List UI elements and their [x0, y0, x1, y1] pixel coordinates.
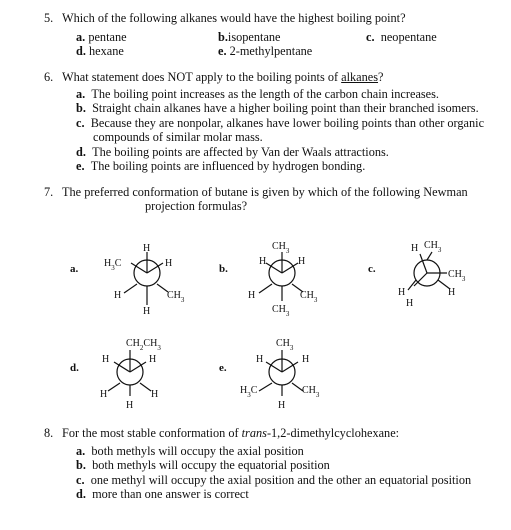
d-bottom: H [126, 400, 134, 411]
a-upper-left: $H_3C$ [104, 258, 122, 272]
d-upper-left: H [102, 354, 110, 365]
c-lower-right: H [448, 287, 456, 298]
label-c: c. [368, 263, 376, 275]
c-bottom: H [406, 298, 414, 309]
e-lower-right: $CH_3$ [302, 385, 320, 399]
option-text: one methyl will occupy the axial position and the other an equatorial position [90, 473, 472, 487]
b-bottom: $CH_3$ [272, 304, 290, 318]
d-top: $CH_2CH_3$ [126, 338, 161, 352]
newman-d [108, 350, 151, 396]
q6-option-c-cont: compounds of similar molar mass. [93, 130, 263, 144]
newman-e [259, 350, 303, 396]
option-letter: e. [218, 44, 227, 58]
option-text: pentane [88, 30, 127, 44]
q8-text-post: -1,2-dimethylcyclohexane: [266, 426, 400, 440]
option-letter: e. [76, 159, 85, 173]
b-upper-right: H [298, 256, 306, 267]
q8-option-d [76, 487, 249, 502]
e-upper-left: H [256, 354, 264, 365]
option-text: both methyls will occupy the equatorial position [92, 458, 330, 472]
q8-option-c [76, 473, 471, 488]
newman-c [408, 252, 450, 290]
option-text: hexane [89, 44, 124, 58]
e-lower-left: $H_3C$ [240, 385, 258, 399]
option-letter: b. [218, 30, 228, 44]
option-text: Straight chain alkanes have a higher boiling point than their branched isomers. [92, 101, 479, 115]
label-a: a. [70, 263, 79, 275]
option-letter: a. [76, 87, 86, 101]
q7-number: 7. [44, 185, 54, 199]
option-text: Because they are nonpolar, alkanes have lower boiling points than other organic [90, 116, 485, 130]
q8-number: 8. [44, 426, 54, 440]
option-letter: c. [76, 473, 85, 487]
a-top: H [143, 243, 151, 254]
q8-text [62, 426, 399, 441]
c-right: $CH_3$ [448, 269, 466, 283]
q6-text-pre: What statement does NOT apply to the boiling points of [62, 70, 342, 84]
q8-option-a [76, 444, 304, 459]
q5-text: Which of the following alkanes would have the highest boiling point? [62, 11, 406, 25]
b-lower-right: $CH_3$ [300, 290, 318, 304]
d-lower-right: H [151, 389, 159, 400]
q8-text-italic: trans [241, 426, 267, 440]
a-lower-left: H [114, 290, 122, 301]
option-letter: b. [76, 458, 86, 472]
option-text: neopentane [380, 30, 437, 44]
a-lower-right: $CH_3$ [167, 290, 185, 304]
option-letter: a. [76, 30, 86, 44]
option-text: more than one answer is correct [92, 487, 249, 501]
b-upper-left: H [259, 256, 267, 267]
d-lower-left: H [100, 389, 108, 400]
c-lower-left: H [398, 287, 406, 298]
c-top-h: H [411, 243, 419, 254]
option-text: isopentane [227, 30, 281, 44]
label-b: b. [219, 263, 228, 275]
option-letter: a. [76, 444, 86, 458]
label-e: e. [219, 362, 227, 374]
a-bottom: H [143, 306, 151, 317]
e-top: $CH_3$ [276, 338, 294, 352]
q5-number: 5. [44, 11, 54, 25]
q6-number: 6. [44, 70, 54, 84]
a-upper-right: H [165, 258, 173, 269]
option-letter: b. [76, 101, 86, 115]
option-letter: d. [76, 44, 86, 58]
d-upper-right: H [149, 354, 157, 365]
option-text: The boiling points are influenced by hydrogen bonding. [90, 159, 366, 173]
newman-a [124, 252, 168, 305]
option-letter: c. [76, 116, 85, 130]
q6-text-post: ? [378, 70, 384, 84]
label-d: d. [70, 362, 79, 374]
option-letter: d. [76, 487, 86, 501]
option-text: both methyls will occupy the axial position [91, 444, 304, 458]
e-upper-right: H [302, 354, 310, 365]
q6-text-underlined: alkanes [341, 70, 379, 84]
b-top: $CH_3$ [272, 241, 290, 255]
q8-option-b [76, 458, 330, 473]
option-text: The boiling point increases as the length of the carbon chain increases. [91, 87, 439, 101]
option-text: 2-methylpentane [229, 44, 313, 58]
option-letter: d. [76, 145, 86, 159]
q8-text-pre: For the most stable conformation of [62, 426, 242, 440]
b-lower-left: H [248, 290, 256, 301]
e-bottom: H [278, 400, 286, 411]
q7-text-line1: The preferred conformation of butane is given by which of the following Newman [62, 185, 468, 199]
c-top-ch3: $CH_3$ [424, 240, 442, 254]
q7-text-line2: projection formulas? [145, 199, 248, 213]
option-letter: c. [366, 30, 375, 44]
option-text: The boiling points are affected by Van der Waals attractions. [92, 145, 389, 159]
